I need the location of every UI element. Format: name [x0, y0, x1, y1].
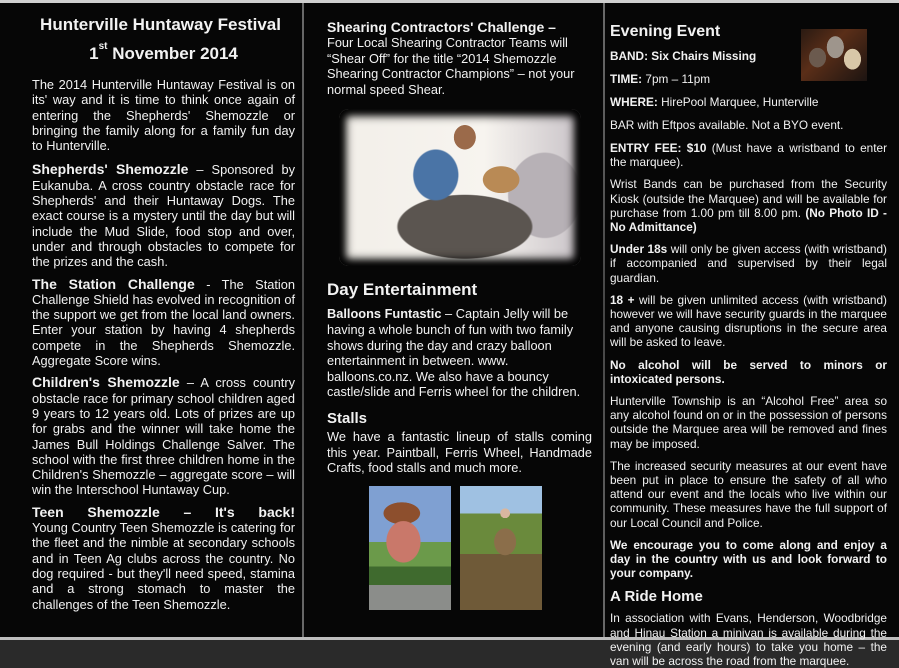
encourage-paragraph [610, 538, 887, 581]
time-label: TIME: [610, 72, 643, 86]
section-body: - The Station Challenge Shield has evolved in recognition of the support we get from the local land owners. Enter your station by having 4 shepherds compete in the Shepherds Shemozzle. Aggregate Score wins. [32, 276, 296, 369]
security-paragraph: The increased security measures at our event have been put in place to ensure the safety of all who attend our event and the locals who live within our community. These measures have the full support of our Local Council and Police. [610, 458, 887, 530]
bar-line: BAR with Eftpos available. Not a BYO event. [610, 118, 844, 132]
where-line [610, 95, 887, 109]
section-shepherds-shemozzle [32, 162, 295, 269]
section-teen-shemozzle [32, 505, 295, 520]
encourage-text: We encourage you to come along and enjoy a day in the country with us and look forward to your company. [610, 537, 887, 581]
no-alcohol-text: No alcohol will be served to minors or intoxicated persons. [610, 357, 887, 386]
section-body-teen: Young Country Teen Shemozzle is catering for the fleet and the nimble at secondary schools and in Teen Ag clubs across the country. No dog required - but they'll need speed, stamina and a strong stomach to master the challenges of the Teen Shemozzle. [32, 520, 295, 612]
where-label: WHERE: [610, 95, 658, 109]
entry-fee-note: (Must have a wristband to enter the marquee). [610, 141, 887, 170]
under-18-body: will only be given access (with wristband) if accompanied and supervised by their legal guardian. [610, 242, 887, 285]
section-heading: The Station Challenge [32, 275, 195, 292]
balloons-paragraph [327, 306, 592, 400]
festival-date [32, 41, 295, 64]
over-18-paragraph [610, 293, 887, 350]
entry-fee-label: ENTRY FEE: $10 [610, 141, 707, 155]
time-value: 7pm – 11pm [642, 72, 711, 86]
mud-competitor-photo [460, 486, 542, 610]
township-paragraph: Hunterville Township is an “Alcohol Free” area so any alcohol found on or in the possession of persons outside the Marquee area will be removed and fines may be imposed. [610, 394, 887, 451]
section-heading: Shepherds' Shemozzle [32, 161, 189, 178]
column-festival-events [0, 3, 303, 637]
entry-fee-paragraph [610, 141, 887, 169]
photo-pair [369, 486, 592, 610]
under-18-label: Under 18s [610, 242, 668, 257]
wristbands-paragraph [610, 177, 887, 234]
section-station-challenge [32, 277, 295, 369]
festival-title: Hunterville Huntaway Festival [40, 15, 281, 34]
boy-photo [369, 486, 451, 610]
date-month-year: November 2014 [107, 44, 238, 63]
section-body: – A cross country obstacle race for primary school children aged 9 years to 12 years old. Lots of prizes are up for grabs and the winner will take home the James Bull Holdings Challenge Salver. The school with the first three children home in the Children's Shemozzle – aggregate score – will win the Interschool Huntaway Cup. [32, 375, 295, 498]
balloons-lead: Balloons Funtastic [327, 306, 442, 322]
shearing-body: Four Local Shearing Contractor Teams will “Shear Off” for the title “2014 Shemozzle Shearing Contractor Champions” – not your normal speed Shear. [327, 35, 575, 97]
over-18-label: 18 + [610, 292, 635, 307]
date-day: 1 [89, 44, 99, 63]
section-childrens-shemozzle [32, 375, 295, 497]
date-suffix: st [98, 41, 108, 52]
column-day-activities [305, 3, 602, 637]
stalls-heading: Stalls [327, 409, 368, 427]
photo-id-warning: (No Photo ID - No Admittance) [610, 205, 887, 235]
where-value: HirePool Marquee, Hunterville [657, 95, 819, 109]
section-heading: Children's Shemozzle [32, 374, 180, 391]
stalls-body: We have a fantastic lineup of stalls coming this year. Paintball, Ferris Wheel, Handmade Crafts, food stalls and much more. [327, 428, 592, 476]
under-18-paragraph [610, 242, 887, 285]
over-18-body: will be given unlimited access (with wristband) however we will have security guards in the marquee and anyone causing disruptions in the secure area will be asked to leave. [610, 292, 887, 350]
huntaway-dogs-photo [801, 29, 867, 81]
intro-paragraph: The 2014 Hunterville Huntaway Festival is on its' way and it is time to think once again of entering the Shepherds' Shemozzle or bringing the family along for a family fun day to Hunterville. [32, 77, 295, 154]
shearing-heading: Shearing Contractors' Challenge – [327, 19, 556, 35]
shearer-dog-photo [339, 109, 581, 266]
section-heading: Teen Shemozzle – It's back! [32, 503, 295, 520]
balloons-body: – Captain Jelly will be having a whole bunch of fun with two family shows during the day and crazy balloon entertainment in between. www. balloons.co.nz. We also have a bouncy castle/slide and Ferris wheel for the children. [327, 306, 581, 400]
wristbands-body: Wrist Bands can be purchased from the Security Kiosk (outside the Marquee) and will be available for purchase from 1.00 pm till 8.00 pm. [610, 177, 887, 220]
evening-event-heading: Evening Event [610, 23, 721, 40]
section-body: – Sponsored by Eukanuba. A cross country obstacle race for Shepherds' and their Huntaway Dogs. The exact course is a mystery until the day but will include the Mud Slide, food stop and over, under and through obstacles to compete for the prizes and the cash. [32, 162, 295, 270]
ride-home-body: In association with Evans, Henderson, Woodbridge and Hinau Station a minivan is available during the evening (and early hours) to take you home – the van will be across the road from the marquee. [610, 611, 887, 668]
day-entertainment-heading: Day Entertainment [327, 280, 478, 300]
ride-home-heading: A Ride Home [610, 588, 703, 606]
no-alcohol-paragraph [610, 358, 887, 386]
band-label: BAND: Six Chairs Missing [610, 49, 757, 63]
column-evening-event [604, 3, 899, 668]
